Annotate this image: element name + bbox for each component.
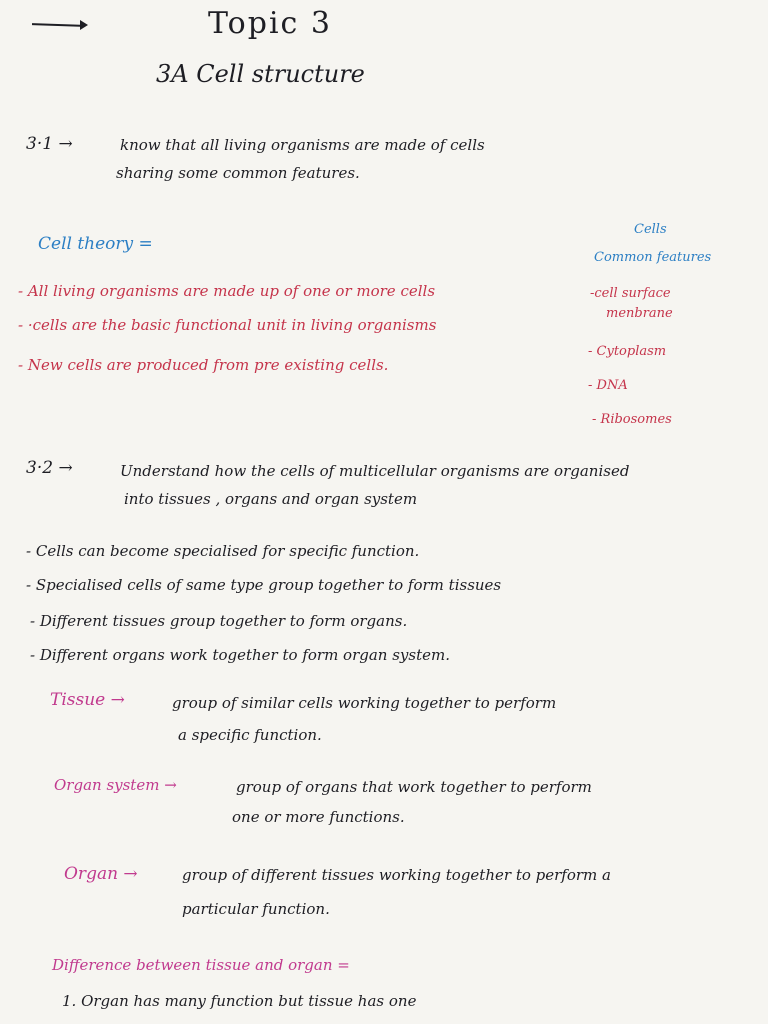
organ-definition-line1: group of different tissues working together to perform a xyxy=(182,866,611,884)
objective-3-1-line1: know that all living organisms are made of cells xyxy=(120,136,485,154)
point-text: Specialised cells of same type group together to form tissues xyxy=(35,576,502,594)
pen-stroke-mark xyxy=(32,23,84,27)
common-feature-item: -cell surface xyxy=(590,286,671,301)
point-item: - Different organs work together to form organ system. xyxy=(30,646,450,664)
organ-definition-line2: particular function. xyxy=(182,900,330,918)
objective-3-1-line2: sharing some common features. xyxy=(116,164,360,182)
subtopic-title: 3A Cell structure xyxy=(156,60,365,88)
cell-theory-text: All living organisms are made up of one or more cells xyxy=(27,282,436,300)
common-feature-item: - Ribosomes xyxy=(592,412,672,427)
cell-theory-text: New cells are produced from pre existing cells. xyxy=(27,356,389,374)
point-text: Cells can become specialised for specific function. xyxy=(35,542,420,560)
organ-system-definition-line1: group of organs that work together to perform xyxy=(236,778,592,796)
section-number: 3·2 xyxy=(26,458,54,478)
common-features-heading-1: Cells xyxy=(634,222,667,237)
point-text: Different organs work together to form organ system. xyxy=(39,646,450,664)
tissue-term: Tissue → xyxy=(50,690,125,710)
difference-item-1: 1. Organ has many function but tissue has one xyxy=(62,992,417,1010)
topic-title: Topic 3 xyxy=(208,6,332,41)
objective-3-2-line1: Understand how the cells of multicellular organisms are organised xyxy=(120,462,630,480)
point-item: - Cells can become specialised for specific function. xyxy=(26,542,420,560)
pen-arrow-mark xyxy=(80,20,88,30)
common-features-heading-2: Common features xyxy=(594,250,712,265)
arrow-icon: → xyxy=(58,134,73,154)
organ-system-definition-line2: one or more functions. xyxy=(232,808,405,826)
arrow-icon: → xyxy=(58,458,73,478)
common-feature-item: - DNA xyxy=(588,378,628,393)
point-text: Different tissues group together to form organs. xyxy=(39,612,408,630)
cell-theory-heading: Cell theory = xyxy=(38,234,153,254)
common-feature-item: - Cytoplasm xyxy=(588,344,667,359)
point-item: - Different tissues group together to form organs. xyxy=(30,612,408,630)
cell-theory-item: - All living organisms are made up of one or more cells xyxy=(18,282,436,300)
tissue-definition-line2: a specific function. xyxy=(178,726,322,744)
section-number-3-2 xyxy=(26,458,73,478)
tissue-definition-line1: group of similar cells working together to perform xyxy=(172,694,557,712)
organ-term: Organ → xyxy=(64,864,138,884)
organ-system-term: Organ system → xyxy=(54,776,177,794)
section-number: 3·1 xyxy=(26,134,54,154)
cell-theory-item: - New cells are produced from pre existing cells. xyxy=(18,356,389,374)
cell-theory-text: ·cells are the basic functional unit in living organisms xyxy=(27,316,437,334)
common-feature-item: menbrane xyxy=(606,306,673,321)
section-number-3-1 xyxy=(26,134,73,154)
cell-theory-item: - ·cells are the basic functional unit in living organisms xyxy=(18,316,437,334)
point-item: - Specialised cells of same type group together to form tissues xyxy=(26,576,502,594)
difference-heading: Difference between tissue and organ = xyxy=(52,956,350,974)
objective-3-2-line2: into tissues , organs and organ system xyxy=(124,490,418,508)
